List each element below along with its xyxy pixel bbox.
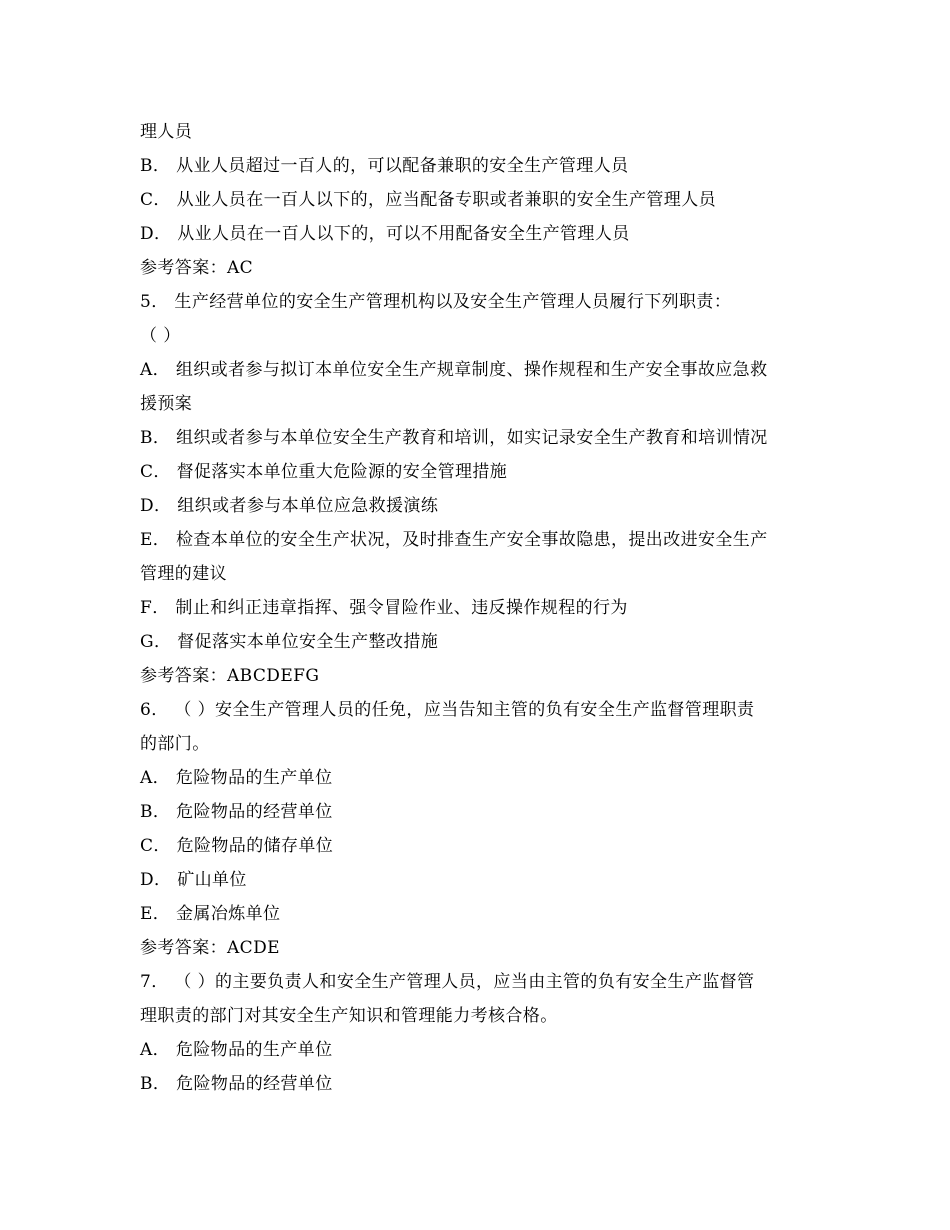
question-line: 5． 生产经营单位的安全生产管理机构以及安全生产管理人员履行下列职责： — [140, 292, 732, 312]
option-line: G． 督促落实本单位安全生产整改措施 — [140, 632, 439, 652]
option-line: E． 金属冶炼单位 — [140, 904, 281, 924]
option-line: A． 危险物品的生产单位 — [140, 768, 333, 788]
option-line: D． 矿山单位 — [140, 870, 247, 890]
answer-line: 参考答案：ACDE — [140, 938, 280, 958]
option-line: C． 危险物品的储存单位 — [140, 836, 334, 856]
option-line: D． 从业人员在一百人以下的，可以不用配备安全生产管理人员 — [140, 224, 630, 244]
answer-line: 参考答案：ABCDEFG — [140, 666, 320, 686]
option-line: B． 组织或者参与本单位安全生产教育和培训，如实记录安全生产教育和培训情况 — [140, 428, 768, 448]
option-line: A． 危险物品的生产单位 — [140, 1040, 333, 1060]
option-line: C． 督促落实本单位重大危险源的安全管理措施 — [140, 462, 508, 482]
option-line: B． 危险物品的经营单位 — [140, 802, 333, 822]
question-line: 的部门。 — [140, 734, 210, 754]
question-line: 7． （ ）的主要负责人和安全生产管理人员，应当由主管的负有安全生产监督管 — [140, 972, 755, 992]
option-line: 管理的建议 — [140, 564, 227, 584]
document-body — [140, 115, 820, 1101]
option-line: D． 组织或者参与本单位应急救援演练 — [140, 496, 439, 516]
option-line: E． 检查本单位的安全生产状况，及时排查生产安全事故隐患，提出改进安全生产 — [140, 530, 768, 550]
question-line: （ ） — [140, 326, 181, 346]
option-line: 援预案 — [140, 394, 193, 414]
option-line: A． 组织或者参与拟订本单位安全生产规章制度、操作规程和生产安全事故应急救 — [140, 360, 768, 380]
answer-line: 参考答案：AC — [140, 258, 254, 278]
question-line: 6． （ ）安全生产管理人员的任免，应当告知主管的负有安全生产监督管理职责 — [140, 700, 755, 720]
option-line: C． 从业人员在一百人以下的，应当配备专职或者兼职的安全生产管理人员 — [140, 190, 717, 210]
option-line: F． 制止和纠正违章指挥、强令冒险作业、违反操作规程的行为 — [140, 598, 628, 618]
option-line: B． 从业人员超过一百人的，可以配备兼职的安全生产管理人员 — [140, 156, 629, 176]
question-line: 理职责的部门对其安全生产知识和管理能力考核合格。 — [140, 1006, 558, 1026]
text-line: 理人员 — [140, 122, 193, 142]
option-line: B． 危险物品的经营单位 — [140, 1074, 333, 1094]
